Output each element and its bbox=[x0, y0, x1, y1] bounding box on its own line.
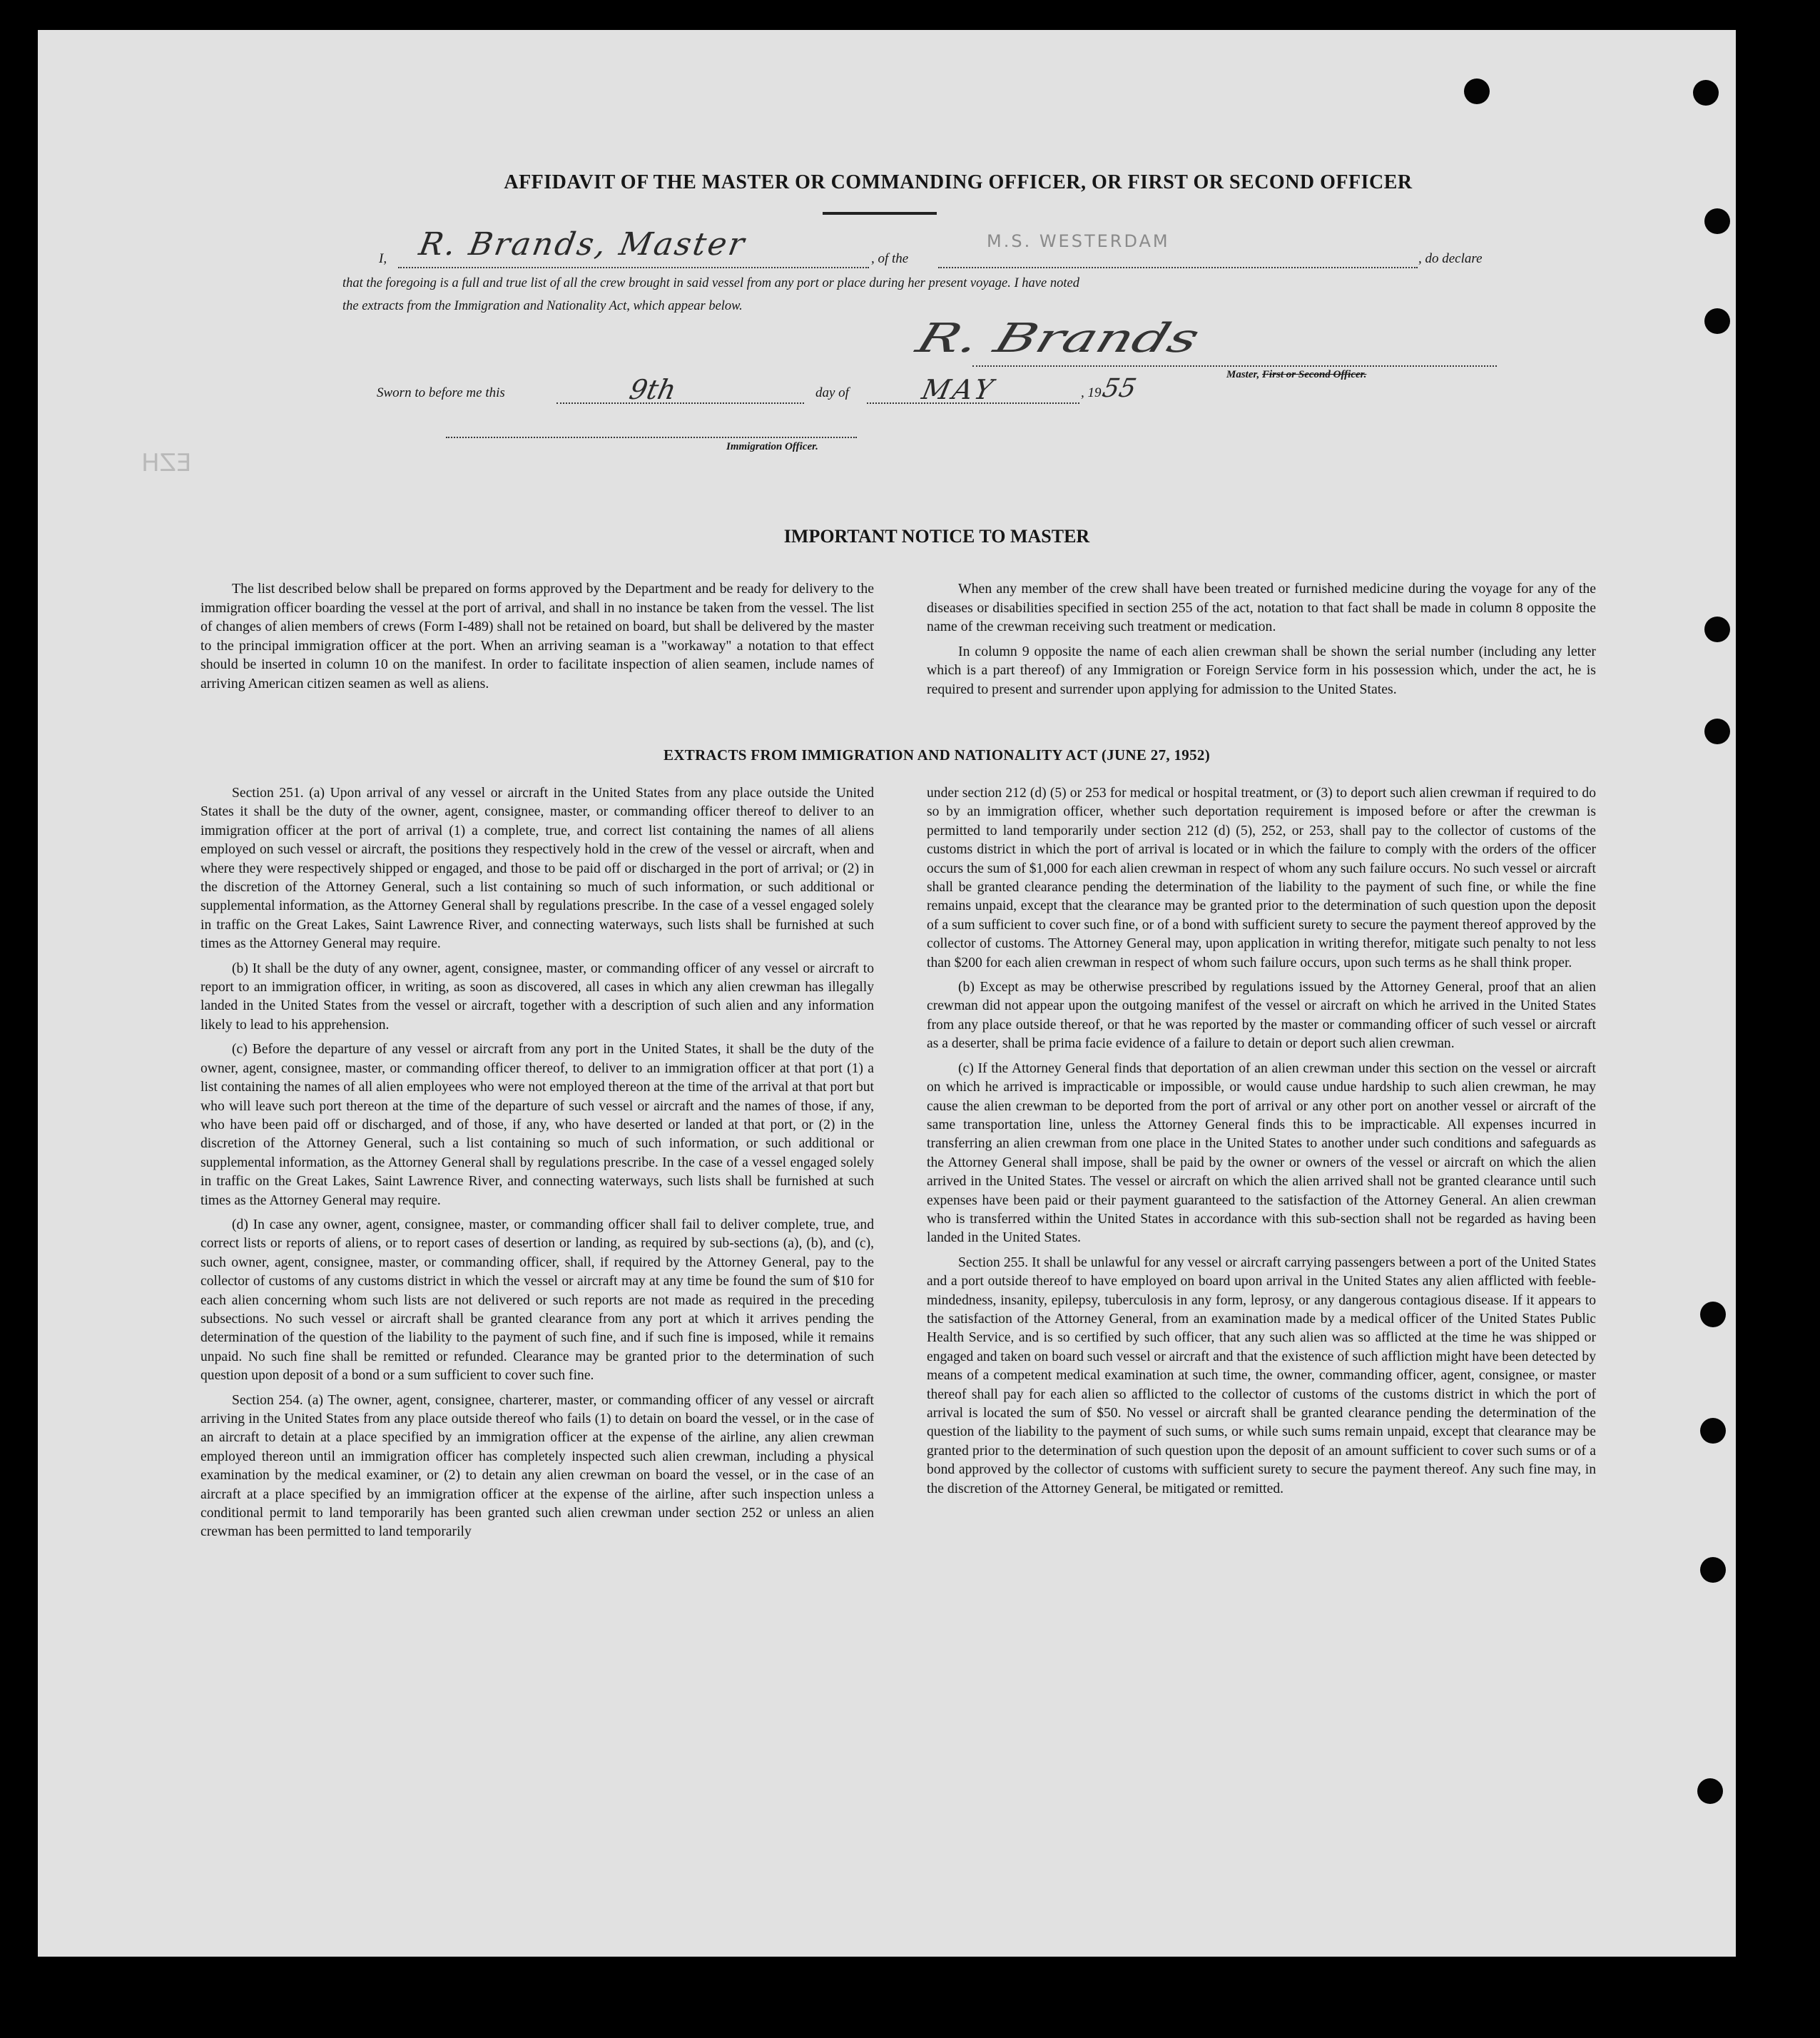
notice-title: IMPORTANT NOTICE TO MASTER bbox=[783, 526, 1090, 547]
section-254-a-continued: under section 212 (d) (5) or 253 for medical or hospital treatment, or (3) to deport such alien crewman if required to do so by an immigration officer, whether such deportation requirement is imposed before or after the crewman is permitted to land temporarily under section 212 (d) (5), 252, or 253, shall pay to the collector of customs of the customs district in which the port of arrival is located or in which the failure to comply with the orders of the officer occurs the sum of $1,000 for each alien crewman in respect of whom any such failure occurs. No such vessel or aircraft shall be granted clearance pending the determination of the liability to the payment of such fine, or while the fine remains unpaid, except that the clearance may be granted prior to the determination of such question upon the deposit of a sum sufficient to cover such fine, or of a bond with sufficient surety to secure the payment thereof approved by the collector of customs. The Attorney General may, upon application in writing therefor, mitigate such penalty to not less than $200 for each alien crewman in respect of whom such failure occurs, upon such terms as he shall think proper. bbox=[927, 786, 1596, 970]
punch-hole bbox=[1704, 208, 1730, 234]
section-254-a: Section 254. (a) The owner, agent, consignee, charterer, master, or commanding officer of any vessel or aircraft arriving in the United States from any place outside thereof who fails (1) to detain on board the vessel, or in the case of an aircraft to detain at a place specified by an immigration officer at the expense of the airline, any alien crewman employed thereon until an immigration officer has completely inspected such alien crewman, including a physical examination by the medical examiner, or (2) to detain any alien crewman on board the vessel, or in the case of an aircraft at a place specified by an immigration officer at the expense of the airline, after such inspection unless a conditional permit to land temporarily has been granted such alien crewman under section 252 or unless an alien crewman has been permitted to land temporarily bbox=[200, 1392, 874, 1540]
sworn-label: Sworn to before me this bbox=[377, 385, 505, 400]
statement-line-2: the extracts from the Immigration and Nationality Act, which appear below. bbox=[342, 299, 743, 313]
struck-officer-caption: First or Second Officer. bbox=[1262, 369, 1367, 380]
sworn-day: 9th bbox=[626, 374, 679, 405]
vessel-name-line bbox=[938, 267, 1418, 268]
notice-right-paragraph-2: In column 9 opposite the name of each alien crewman shall be shown the serial number (including any letter which is a part thereof) of any Immigration or Foreign Service form in his possession which, under the act, he is required to present and surrender upon applying for admission to the United States. bbox=[927, 643, 1596, 697]
master-signature-line bbox=[972, 365, 1497, 367]
punch-hole bbox=[1700, 1302, 1726, 1327]
punch-hole bbox=[1700, 1418, 1726, 1444]
affidavit-title: AFFIDAVIT OF THE MASTER OR COMMANDING OFFICER, OR FIRST OR SECOND OFFICER bbox=[504, 171, 1413, 193]
section-254-c: (c) If the Attorney General finds that deportation of an alien crewman under this section on the vessel or aircraft on which he arrived is impracticable or impossible, or would cause undue hardship to such alien crewman, he may cause the alien crewman to be deported from the port of arrival or any other port on another vessel or aircraft of the same transportation line, unless the Attorney General finds this to be impracticable. All expenses incurred in transferring an alien crewman from one place in the United States to another under such conditions and safeguards as the Attorney General shall impose, shall be paid by the owner or owners of the vessel or aircraft on which the alien arrived in the United States. The vessel or aircraft on which the alien arrived shall not be granted clearance until such expenses have been paid or their payment guaranteed to the satisfaction of the Attorney General. An alien crewman who is transferred within the United States in accordance with this sub-section shall not be regarded as having been landed in the United States. bbox=[927, 1060, 1596, 1246]
master-name-line bbox=[398, 267, 869, 268]
section-251-b: (b) It shall be the duty of any owner, agent, consignee, master, or commanding officer of any vessel or aircraft to report to an immigration officer, in writing, as soon as discovered, all cases in which any alien crewman has illegally landed in the United States from the vessel or aircraft, together with a description of such alien and any information likely to lead to his apprehension. bbox=[200, 960, 874, 1033]
vessel-name: M.S. WESTERDAM bbox=[987, 231, 1170, 251]
do-declare-label: , do declare bbox=[1418, 251, 1483, 266]
immigration-officer-line bbox=[446, 437, 857, 438]
day-of-label: day of bbox=[815, 385, 849, 400]
master-caption bbox=[1226, 369, 1366, 381]
immigration-officer-caption: Immigration Officer. bbox=[726, 441, 818, 452]
sworn-month: MAY bbox=[919, 374, 999, 405]
master-caption-label: Master, bbox=[1226, 369, 1260, 380]
punch-hole bbox=[1700, 1557, 1726, 1583]
document-page bbox=[38, 30, 1736, 1957]
master-signature: R. Brands bbox=[910, 315, 1206, 362]
margin-stamp: EZH bbox=[141, 449, 192, 477]
sworn-day-line bbox=[556, 402, 804, 404]
notice-right-column bbox=[927, 579, 1596, 704]
section-255: Section 255. It shall be unlawful for any vessel or aircraft carrying passengers between a port of the United States and a port outside thereof to have employed on board upon arrival in the United States any alien afflicted with feeble-mindedness, insanity, epilepsy, tuberculosis in any form, leprosy, or any dangerous contagious disease. If it appears to the satisfaction of the Attorney General, from an examination made by a medical officer of the United States Public Health Service, and is so certified by such officer, that any such alien was so afflicted at the time he was shipped or engaged and taken on board such vessel or aircraft and that the existence of such affliction might have been detected by means of a competent medical examination at such time, the owner, commanding officer, agent, consignee, or master thereof shall pay for each alien so afflicted to the collector of customs of the customs district in which the port of arrival is located the sum of $50. No vessel or aircraft shall be granted clearance pending the determination of the question of the liability to the payment of such sums, or while such sums remain unpaid, except that clearance may be granted prior to the determination of such question upon the deposit of an amount sufficient to cover such sums or of a bond approved by the collector of customs with sufficient surety to secure the payment thereof. Any such fine may, in the discretion of the Attorney General, be mitigated or remitted. bbox=[927, 1254, 1596, 1496]
section-251-c: (c) Before the departure of any vessel or aircraft from any port in the United States, it shall be the duty of the owner, agent, consignee, master, or commanding officer thereof, to deliver to an immigration officer at that port (1) a list containing the names of all alien employees who were not employed thereon at the time of the arrival at that port but who will leave such port thereon at the time of the departure of such vessel or aircraft and the names of those, if any, who have been paid off or discharged, and of those, if any, who have deserted or landed at that port, or (2) in the discretion of the Attorney General, such a list containing so much of such information, or such additional or supplemental information, as the Attorney General shall by regulations prescribe. In the case of a vessel engaged solely in traffic on the Great Lakes, Saint Lawrence River, and connecting waterways, such lists shall be furnished at such times as the Attorney General may require. bbox=[200, 1042, 874, 1208]
of-the-label: , of the bbox=[871, 251, 909, 266]
year-handwritten: 55 bbox=[1099, 374, 1139, 403]
year-prefix: , 19 bbox=[1081, 385, 1102, 400]
section-251-d: (d) In case any owner, agent, consignee, master, or commanding officer shall fail to deliver complete, true, and correct lists or reports of aliens, or to report cases of desertion or landing, as required by sub-sections (a), (b), and (c), such owner, agent, consignee, master, or commanding officer, shall, if required by the Attorney General, pay to the collector of customs of any customs district in which the vessel or aircraft may at any time be found the sum of $10 for each alien concerning whom such lists are not delivered or such reports are not made as required in the preceding subsections. No such vessel or aircraft shall be granted clearance from any port at which it arrives pending the determination of the question of the liability to the payment of such fine, and if such fine is imposed, while it remains unpaid. No such fine shall be remitted or refunded. Clearance may be granted prior to the determination of such question upon deposit of a bond or a sum sufficient to cover such fine. bbox=[200, 1217, 874, 1384]
punch-hole bbox=[1697, 1778, 1723, 1804]
notice-right-paragraph-1: When any member of the crew shall have been treated or furnished medicine during the voyage for any of the diseases or disabilities specified in section 255 of the act, notation to that fact shall be made in column 8 opposite the name of the crewman receiving such treatment or medication. bbox=[927, 581, 1596, 634]
notice-left-column bbox=[200, 579, 874, 699]
extracts-title: EXTRACTS FROM IMMIGRATION AND NATIONALITY ACT (JUNE 27, 1952) bbox=[664, 746, 1210, 764]
section-254-b: (b) Except as may be otherwise prescribed by regulations issued by the Attorney General, proof that an alien crewman did not appear upon the outgoing manifest of the vessel or aircraft on which he arrived in the United States from any place outside thereof, or that he was reported by the master or commanding officer of such vessel or aircraft as a deserter, shall be prima facie evidence of a failure to detain or deport such alien crewman. bbox=[927, 980, 1596, 1052]
punch-hole bbox=[1704, 617, 1730, 642]
punch-hole bbox=[1704, 719, 1730, 744]
notice-left-paragraph: The list described below shall be prepared on forms approved by the Department and be ready for delivery to the immigration officer boarding the vessel at the port of arrival, and shall in no instance be taken from the vessel. The list of changes of alien members of crews (Form I-489) shall not be retained on board, but shall be delivered by the master to the principal immigration officer at the port. When an arriving seaman is a "workaway" a notation to that effect should be inserted in column 10 on the manifest. In order to facilitate inspection of alien seamen, include names of arriving American citizen seamen as well as aliens. bbox=[200, 581, 874, 691]
punch-hole bbox=[1704, 308, 1730, 334]
statement-line-1: that the foregoing is a full and true list of all the crew brought in said vessel from any port or place during her present voyage. I have noted bbox=[342, 276, 1079, 290]
punch-hole bbox=[1464, 78, 1490, 104]
title-divider bbox=[823, 212, 937, 215]
master-name-handwritten: R. Brands, Master bbox=[416, 226, 749, 263]
extracts-left-column bbox=[200, 784, 874, 1548]
extracts-right-column bbox=[927, 784, 1596, 1504]
i-label: I, bbox=[379, 251, 387, 266]
section-251-a: Section 251. (a) Upon arrival of any vessel or aircraft in the United States from any place outside the United States it shall be the duty of the owner, agent, consignee, master, or commanding officer thereof to deliver to an immigration officer at the port of arrival (1) a complete, true, and correct list containing the names of all aliens employed on such vessel or aircraft, the positions they respectively hold in the crew of the vessel or aircraft, when and where they were respectively shipped or engaged, and those to be paid off or discharged in the port of arrival; or (2) in the discretion of the Attorney General, such a list containing so much of such information, or such additional or supplemental information, as the Attorney General shall by regulations prescribe. In the case of a vessel engaged solely in traffic on the Great Lakes, Saint Lawrence River, and connecting waterways, such lists shall be furnished at such times as the Attorney General may require. bbox=[200, 786, 874, 952]
punch-hole bbox=[1693, 80, 1719, 106]
